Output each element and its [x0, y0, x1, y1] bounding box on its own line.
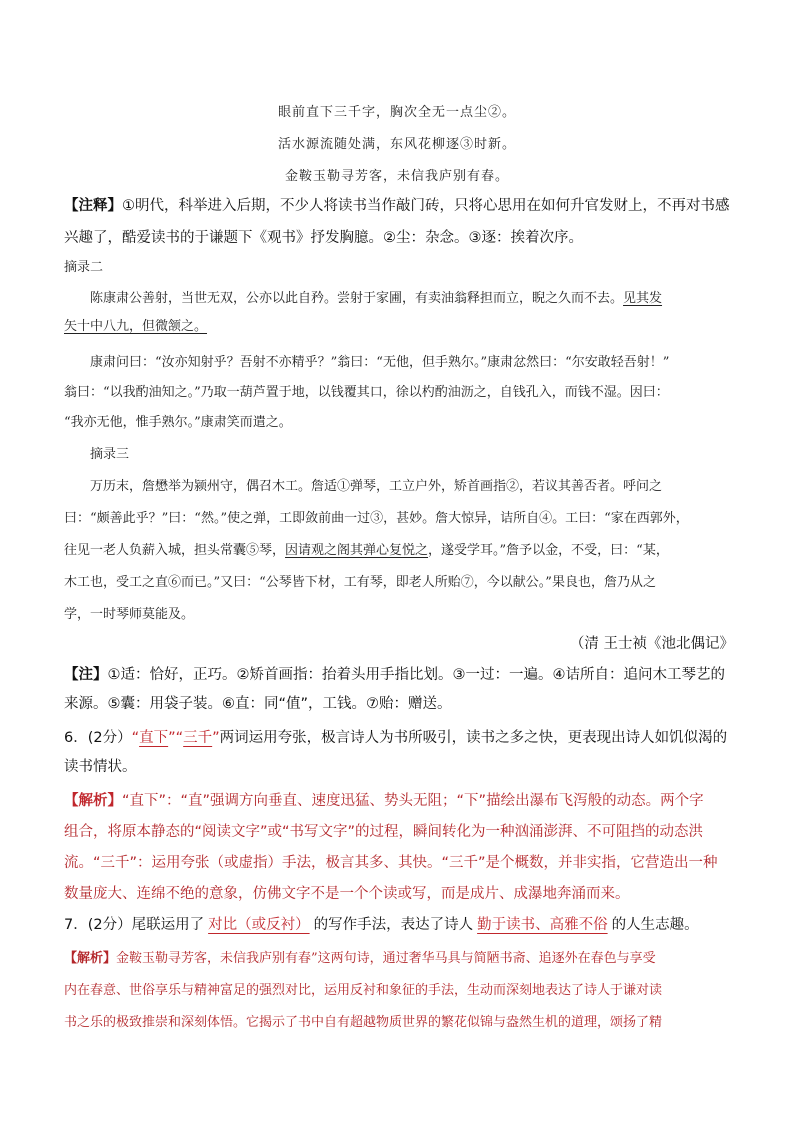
analysis-7-line-1: [64, 944, 734, 973]
question-6-word-1: 直下: [139, 730, 169, 746]
question-7-suffix: 的人生志趣。: [611, 917, 699, 933]
question-6-text: 两词运用夸张，极言诗人为书所吸引，读书之多之快，更表现出诗人如饥似渴的: [219, 730, 728, 746]
annotation-1-line-2: 兴趣了，酷爱读书的于谦题下《观书》抒发胸臆。②尘：杂念。③逐：挨着次序。: [64, 230, 583, 246]
annotation-2-text: ①适：恰好，正巧。②矫首画指：抬着头用手指比划。③一过：一遍。④诘所自：追问木工琴艺的: [107, 667, 725, 683]
analysis-7-line-2: 内在春意、世俗享乐与精神富足的强烈对比，运用反衬和象征的手法，生动而深刻地表达了诗人于谦对读: [64, 983, 663, 998]
excerpt-2-line-3: 康肃问曰：“汝亦知射乎？吾射不亦精乎？”翁曰：“无他，但手熟尔。”康肃忿然曰：“尔安敢轻吾射！”: [90, 355, 670, 370]
excerpt-2-underlined: 见其发: [623, 291, 663, 306]
analysis-6-line-1: [64, 787, 734, 816]
annotation-1-line-1: [64, 192, 734, 221]
poem-line-2: 活水源流随处满，东风花柳逐③时新。: [277, 137, 516, 152]
question-7-line: [64, 911, 734, 940]
analysis-7-line-3: 书之乐的极致推崇和深刻体悟。它揭示了书中自有超越物质世界的繁花似锦与盎然生机的道理，颂扬了精: [64, 1015, 663, 1030]
excerpt-3-line-3: [64, 538, 734, 564]
excerpt-2-line-2: 矢十中八九，但微颔之。: [64, 319, 208, 334]
excerpt-2-line-4: 翁曰：“以我酌油知之。”乃取一葫芦置于地，以钱覆其口，徐以杓酌油沥之，自钱孔入，而钱不湿。因曰：: [64, 385, 669, 400]
analysis-6-line-4: 数量庞大、连绵不绝的意象，仿佛文字不是一个个读或写，而是成片、成瀑地奔涌而来。: [64, 886, 630, 902]
excerpt-2-text: 陈康肃公善射，当世无双，公亦以此自矜。尝射于家圃，有卖油翁释担而立，睨之久而不去。: [90, 291, 624, 306]
analysis-7-tag: 【解析】: [64, 951, 117, 966]
annotation-2-tag: 【注】: [64, 667, 108, 683]
excerpt-2-line-5: “我亦无他，惟手熟尔。”康肃笑而遣之。: [64, 415, 292, 430]
question-7-prefix: 7．(2分）尾联运用了: [64, 917, 205, 933]
question-6-word-2: 三千: [183, 730, 213, 746]
excerpt-3-underlined: 因请观之阁其弹心复悦之: [285, 543, 429, 558]
question-7-answer-1: 对比（或反衬）: [208, 917, 310, 933]
analysis-6-tag: 【解析】: [64, 793, 122, 809]
question-6-line-1: 6．(2分）“直下”“三千”两词运用夸张，极言诗人为书所吸引，读书之多之快，更表现出诗人如饥似渴的: [64, 730, 728, 746]
excerpt-2-title: 摘录二: [64, 260, 104, 275]
question-6-number: 6．(2分）: [64, 730, 132, 746]
excerpt-3-line-5: 学，一时琴师莫能及。: [64, 607, 195, 622]
excerpt-3-line-1: 万历末，詹懋举为颍州守，偶召木工。詹适①弹琴，工立户外，矫首画指②，若议其善否者。呼问之: [90, 479, 663, 494]
question-7-middle: 的写作手法，表达了诗人: [313, 917, 474, 933]
excerpt-3-title: 摘录三: [90, 447, 130, 462]
excerpt-3-line-2: 曰：“颇善此乎？”曰：“然。”使之弹，工即敛前曲一过③，甚妙。詹大惊异，诘所自④。工曰：“家在西郭外，: [64, 511, 689, 526]
poem-line-1: 眼前直下三千字，胸次全无一点尘②。: [277, 105, 516, 120]
analysis-6-text: “直下”：“直”强调方向垂直、速度迅猛、势头无阻；“下”描绘出瀑布飞泻般的动态。两个字: [122, 793, 704, 809]
question-7-answer-2: 勤于读书、高雅不俗: [477, 917, 608, 933]
excerpt-3-line-4: 木工也，受工之直⑥而已。”又曰：“公琴皆下材，工有琴，即老人所贻⑦，今以献公。”果良也，詹乃从之: [64, 575, 656, 590]
excerpt-3-text-a: 往见一老人负薪入城，担头常囊⑤琴，: [64, 543, 286, 558]
analysis-7-text: 金鞍玉勒寻芳客，未信我庐别有春”这两句诗，通过奢华马具与简陋书斋、追逐外在春色与享受: [116, 951, 656, 966]
analysis-6-line-3: 流。“三千”：运用夸张（或虚指）手法，极言其多、其快。“三千”是个概数，并非实指，它营造出一种: [64, 855, 718, 871]
annotation-text: ①明代，科举进入后期，不少人将读书当作敲门砖，只将心思用在如何升官发财上，不再对书感: [122, 198, 730, 214]
poem-line-3: 金鞍玉勒寻芳客，未信我庐别有春。: [284, 169, 509, 184]
question-6-line-2: 读书情状。: [64, 759, 137, 775]
excerpt-3-text-b: ，遂受学耳。”詹予以金，不受，曰：“某，: [428, 543, 669, 558]
excerpt-2-line-1: [90, 286, 734, 312]
excerpt-3-source: （清 王士祯《池北偶记》: [569, 636, 734, 652]
annotation-2-line-1: [64, 661, 734, 690]
annotation-tag: 【注释】: [64, 198, 122, 214]
analysis-6-line-2: 组合，将原本静态的“阅读文字”或“书写文字”的过程，瞬间转化为一种汹涌澎湃、不可阻挡的动态洪: [64, 824, 704, 840]
annotation-2-line-2: 来源。⑤囊：用袋子装。⑥直：同“值”，工钱。⑦贻：赠送。: [64, 696, 452, 712]
